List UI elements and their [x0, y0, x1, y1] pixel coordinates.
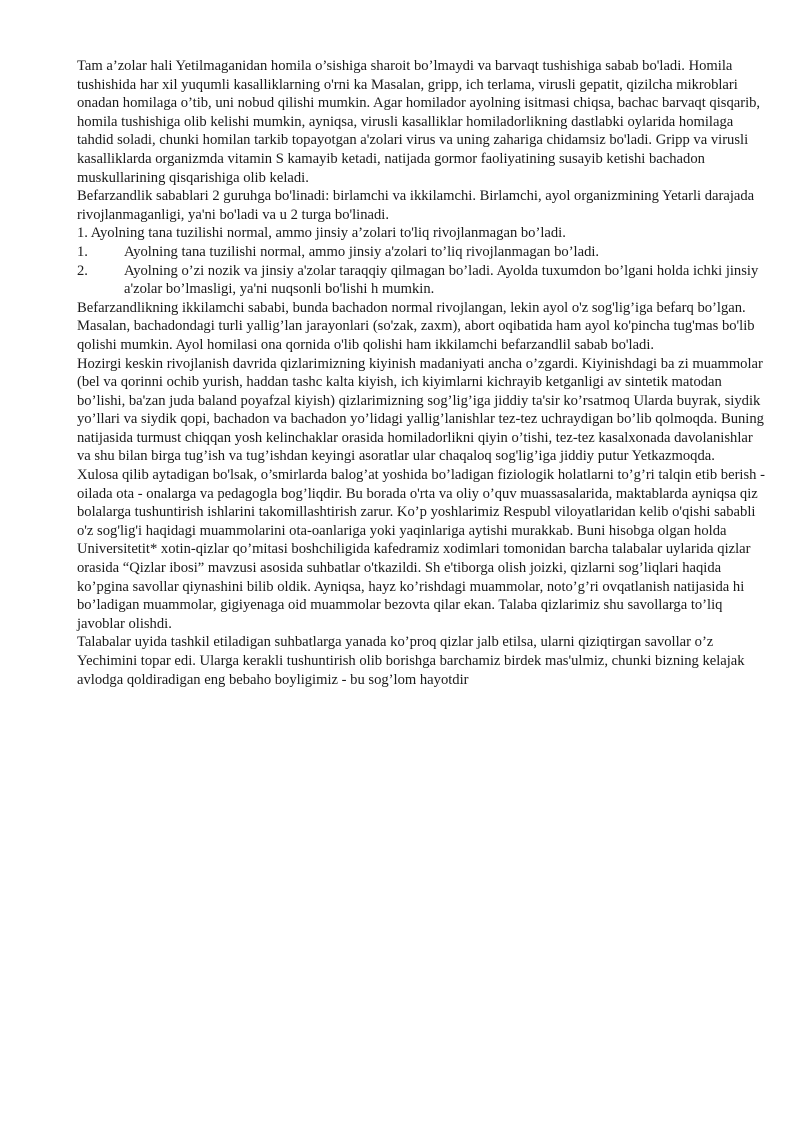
- list-item-number: 2.: [77, 262, 88, 279]
- paragraph-conclusion: Xulosa qilib aytadigan bo'lsak, o’smirlarda balog’at yoshida bo’ladigan fiziologik holatlarni to’g’ri talqin etib berish - oilada ota - onalarga va pedagogla bog’liqdir. Bu borada o'rta va oliy o’quv muassasalarida, maktablarda ayniqsa qiz bolalarga tushuntirish ishlarini takomillashtirish zarur. Ko’p yoshlarimiz Respubl viloyatlaridan kelib o'qishi sababli o'z sog'lig'i haqidagi muammolarini ota-oanlariga yoki yaqinlariga aytishi murakkab. Buni hisobga olgan holda Universitetit* xotin-qizlar qo’mitasi boshchiligida kafedramiz xodimlari tomonidan barcha talabalar uylarida qizlar orasida “Qizlar ibosi” mavzusi asosida suhbatlar o'tkazildi. Sh e'tiborga olish joizki, qizlarni sog’liqlari haqida ko’pgina savollar qiynashini bilib oldik. Ayniqsa, hayz ko’rishdagi muammolar, noto’g’ri ovqatlanish natijasida hi bo’ladigan muammolar, gigiyenaga oid muammolar bezovta qilar ekan. Talaba qizlarimiz shu savollarga to’liq javoblar olishdi.: [77, 467, 765, 632]
- paragraph-type-one: 1. Ayolning tana tuzilishi normal, ammo jinsiy a’zolari to'liq rivojlanmagan bo’ladi.: [77, 225, 566, 242]
- list-item: [77, 243, 767, 262]
- paragraph-final: Talabalar uyida tashkil etiladigan suhbatlarga yanada ko’proq qizlar jalb etilsa, ularni qiziqtirgan savollar o’z Yechimini topar edi. Ularga kerakli tushuntirish olib borishga barchamiz birdek mas'ulmiz, chunki bizning kelajak avlodga qoldiradigan eng bebaho boyligimiz - bu sog’lom hayotdir: [77, 634, 745, 688]
- list-item: [77, 262, 767, 299]
- list-item-text: Ayolning tana tuzilishi normal, ammo jinsiy a'zolari to’liq rivojlanmagan bo’ladi.: [124, 243, 600, 260]
- paragraph-secondary-infertility: Befarzandlikning ikkilamchi sababi, bunda bachadon normal rivojlangan, lekin ayol o'z sog'lig’iga befarq bo’lgan. Masalan, bachadondagi turli yallig’lan jarayonlari (so'zak, zaxm), abort oqibatida ham ayol ko'pincha tug'mas bo'lib qolishi mumkin. Ayol homilasi ona qornida o'lib qolishi ham ikkilamchi befarzandlil sabab bo'ladi.: [77, 299, 755, 353]
- list-item-text: Ayolning o’zi nozik va jinsiy a'zolar taraqqiy qilmagan bo’ladi. Ayolda tuxumdon bo’lgani holda ichki jinsiy a'zolar bo’lmasligi, ya'ni nuqsonli bo'lishi h mumkin.: [124, 262, 759, 298]
- paragraph-miscarriage-causes: Tam a’zolar hali Yetilmaganidan homila o’sishiga sharoit bo’lmaydi va barvaqt tushishiga sabab bo'ladi. Homila tushishida har xil yuqumli kasalliklarning o'rni ka Masalan, gripp, ich terlama, virusli gepatit, qizilcha mikroblari onadan homilaga o’tib, uni nobud qilishi mumkin. Agar homilador ayolning isitmasi chiqsa, bachac barvaqt qisqarib, homila tushishiga olib kelishi mumkin, ayniqsa, virusli kasalliklar homiladorlikning dastlabki oylarida homilaga tahdid soladi, chunki homilan tarkib topayotgan a'zolari virus va uning zahariga chidamsiz bo'ladi. Gripp va virusli kasalliklarda organizmda vitamin S kamayib ketadi, natijada gormor faoliyatining susayib ketishi bachadon muskullarining qisqarishiga olib keladi.: [77, 58, 761, 186]
- paragraph-infertility-types: Befarzandlik sabablari 2 guruhga bo'linadi: birlamchi va ikkilamchi. Birlamchi, ayol organizmining Yetarli darajada rivojlanmaganligi, ya'ni bo'ladi va u 2 turga bo'linadi.: [77, 188, 755, 223]
- list-item-number: 1.: [77, 243, 88, 260]
- paragraph-clothing-culture: Hozirgi keskin rivojlanish davrida qizlarimizning kiyinish madaniyati ancha o’zgardi. Kiyinishdagi ba zi muammolar (bel va qorinni ochib yurish, haddan tashc kalta kiyish, ich kiyimlarni kichrayib ketganligi av sintetik matodan bo’lishi, ba'zan juda baland poyafzal kiyish) qizlarimizning sog’lig’iga jiddiy ta'sir ko’rsatmoq Ularda buyrak, siydik yo’llari va siydik qopi, bachadon va bachadon yo’lidagi yallig’lanishlar tez-tez uchraydigan bo’lib qolmoqda. Buning natijasida turmust chiqqan yosh kelinchaklar orasida homiladorlikni qiyin o’tishi, tez-tez kasalxonada davolanishlar va shu bilan birga tug’ish va tug’ishdan keyingi asoratlar ular chaqaloq sog'lig’iga jiddiy putur Yetkazmoqda.: [77, 355, 764, 465]
- document-body: [77, 57, 767, 689]
